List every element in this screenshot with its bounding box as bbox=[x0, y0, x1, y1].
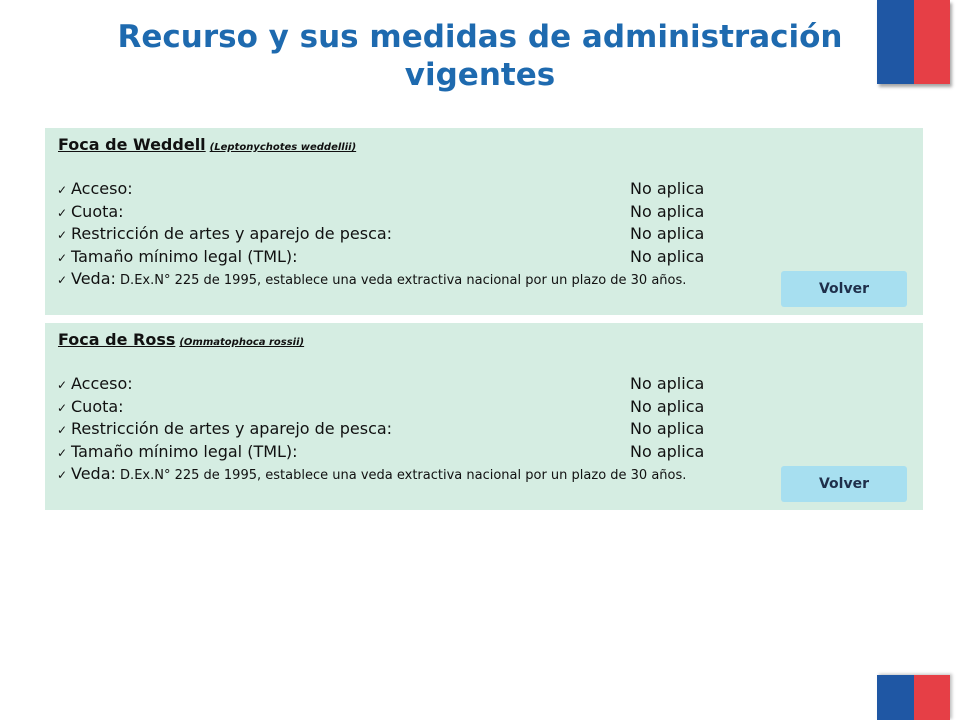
flag-logo-top bbox=[877, 0, 950, 84]
measure-label: Restricción de artes y aparejo de pesca: bbox=[71, 419, 393, 438]
veda-text: D.Ex.N° 225 de 1995, establece una veda extractiva nacional por un plazo de 30 años. bbox=[120, 273, 687, 288]
measure-label: Acceso: bbox=[71, 374, 133, 393]
measure-label: Tamaño mínimo legal (TML): bbox=[71, 246, 298, 266]
measure-value: No aplica bbox=[630, 246, 705, 266]
measure-label: Acceso: bbox=[71, 179, 133, 198]
species-scientific-name: (Ommatophoca rossii) bbox=[179, 337, 305, 348]
measure-label: Cuota: bbox=[71, 396, 124, 416]
flag-blue-stripe bbox=[877, 675, 914, 720]
measures-list bbox=[57, 373, 747, 463]
veda-text: D.Ex.N° 225 de 1995, establece una veda extractiva nacional por un plazo de 30 años. bbox=[120, 468, 687, 483]
flag-blue-stripe bbox=[877, 0, 914, 84]
measure-value: No aplica bbox=[630, 179, 705, 198]
flag-red-stripe bbox=[914, 0, 951, 84]
measure-row-restriccion bbox=[57, 223, 747, 246]
species-scientific-name: (Leptonychotes weddellii) bbox=[209, 142, 357, 153]
flag-logo-bottom bbox=[877, 675, 950, 720]
measure-value: No aplica bbox=[630, 441, 705, 461]
check-icon: ✓ bbox=[57, 273, 68, 287]
species-name: Foca de Ross bbox=[58, 330, 176, 349]
measure-row-cuota bbox=[57, 396, 747, 419]
measure-row-tml bbox=[57, 246, 747, 269]
measure-value: No aplica bbox=[630, 374, 705, 393]
measure-value: No aplica bbox=[630, 419, 705, 438]
check-icon: ✓ bbox=[57, 183, 68, 197]
veda-label: Veda: bbox=[71, 464, 116, 483]
measure-veda bbox=[57, 269, 757, 291]
species-name: Foca de Weddell bbox=[58, 135, 206, 154]
check-icon: ✓ bbox=[57, 205, 68, 220]
measure-row-acceso bbox=[57, 178, 747, 201]
veda-label: Veda: bbox=[71, 269, 116, 288]
page-title: Recurso y sus medidas de administración vigentes bbox=[117, 19, 843, 93]
measure-value: No aplica bbox=[630, 396, 705, 416]
measure-label: Tamaño mínimo legal (TML): bbox=[71, 441, 298, 461]
measure-veda bbox=[57, 464, 757, 486]
measure-value: No aplica bbox=[630, 224, 705, 243]
species-heading bbox=[58, 135, 356, 154]
check-icon: ✓ bbox=[57, 423, 68, 437]
measure-label: Cuota: bbox=[71, 201, 124, 221]
check-icon: ✓ bbox=[57, 400, 68, 415]
measure-row-acceso bbox=[57, 373, 747, 396]
measure-row-restriccion bbox=[57, 418, 747, 441]
flag-red-stripe bbox=[914, 675, 951, 720]
species-heading bbox=[58, 330, 304, 349]
measure-label: Restricción de artes y aparejo de pesca: bbox=[71, 224, 393, 243]
check-icon: ✓ bbox=[57, 468, 68, 482]
measure-value: No aplica bbox=[630, 201, 705, 221]
measure-row-cuota bbox=[57, 201, 747, 224]
measure-row-tml bbox=[57, 441, 747, 464]
volver-button[interactable]: Volver bbox=[781, 466, 907, 502]
measures-list bbox=[57, 178, 747, 268]
check-icon: ✓ bbox=[57, 445, 68, 460]
check-icon: ✓ bbox=[57, 250, 68, 265]
volver-button[interactable]: Volver bbox=[781, 271, 907, 307]
check-icon: ✓ bbox=[57, 378, 68, 392]
check-icon: ✓ bbox=[57, 228, 68, 242]
